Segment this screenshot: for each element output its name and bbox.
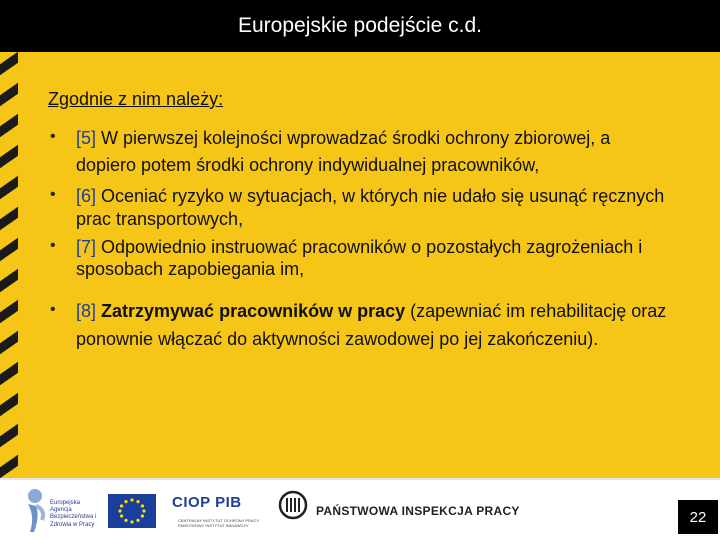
- bullet-reference: [5]: [76, 128, 97, 149]
- eu-osha-figure-icon: [20, 486, 50, 536]
- decorative-stripe: [0, 171, 18, 203]
- bullet-item: [48, 236, 668, 281]
- pip-emblem-icon: [278, 490, 308, 520]
- logo-footer: [0, 478, 720, 540]
- decorative-stripe: [0, 140, 18, 172]
- slide-title-bar: [0, 0, 720, 52]
- ciop-subtitle: CENTRALNY INSTYTUT OCHRONY PRACY PAŃSTWOWY INSTYTUT BADAWCZY: [178, 518, 260, 529]
- page-number: 22: [678, 500, 718, 534]
- bullet-icon: •: [50, 128, 56, 146]
- decorative-stripe: [0, 264, 18, 296]
- decorative-stripe: [0, 52, 18, 80]
- bullet-text: W pierwszej kolejności wprowadzać środki ochrony zbiorowej, a dopiero potem środki ochrony indywidualnej pracowników,: [76, 128, 611, 176]
- decorative-stripe: [0, 450, 18, 480]
- eu-stars-icon: [108, 494, 156, 528]
- bullet-icon: •: [50, 236, 56, 254]
- decorative-stripe: [0, 326, 18, 358]
- bullet-reference: [7]: [76, 236, 97, 257]
- decorative-stripe: [0, 388, 18, 420]
- bullet-item: [48, 297, 668, 355]
- bullet-text: Odpowiednio instruować pracowników o pozostałych zagrożeniach i sposobach zapobiegania im,: [76, 236, 643, 280]
- decorative-stripe: [0, 78, 18, 110]
- eu-flag-logo: [108, 494, 156, 528]
- decorative-stripe: [0, 202, 18, 234]
- bullet-text: Oceniać ryzyko w sytuacjach, w których nie udało się usunąć ręcznych prac transportowych,: [76, 186, 665, 229]
- slide-content: [48, 86, 668, 354]
- decorative-stripe: [0, 357, 18, 389]
- slide-heading: Zgodnie z nim należy:: [48, 89, 224, 109]
- bullet-item: [48, 125, 668, 179]
- eu-osha-logo: [20, 486, 102, 536]
- bullet-item: [48, 185, 668, 230]
- decorative-stripe: [0, 419, 18, 451]
- ciop-brand: CIOP PIB: [172, 494, 242, 511]
- bullet-text: (zapewniać im rehabilitację oraz ponownie włączać do aktywności zawodowej po jej zakończeniu).: [76, 300, 667, 350]
- bullet-reference: [6]: [76, 186, 97, 207]
- decorative-stripe: [0, 233, 18, 265]
- pip-name: PAŃSTWOWA INSPEKCJA PRACY: [316, 504, 520, 518]
- slide-title: Europejskie podejście c.d.: [238, 14, 482, 37]
- decorative-stripe: [0, 109, 18, 141]
- ciop-pib-logo: [172, 486, 272, 536]
- bullet-icon: •: [50, 186, 56, 204]
- bullet-icon: •: [50, 300, 56, 318]
- decorative-stripe: [0, 295, 18, 327]
- pip-logo: [278, 490, 308, 520]
- eu-osha-text: Europejska Agencja Bezpieczeństwa i Zdrowia w Pracy: [50, 500, 97, 528]
- bullet-bold-text: Zatrzymywać pracowników w pracy: [96, 300, 406, 321]
- bullet-reference: [8]: [76, 300, 97, 321]
- decorative-stripes: [0, 52, 18, 480]
